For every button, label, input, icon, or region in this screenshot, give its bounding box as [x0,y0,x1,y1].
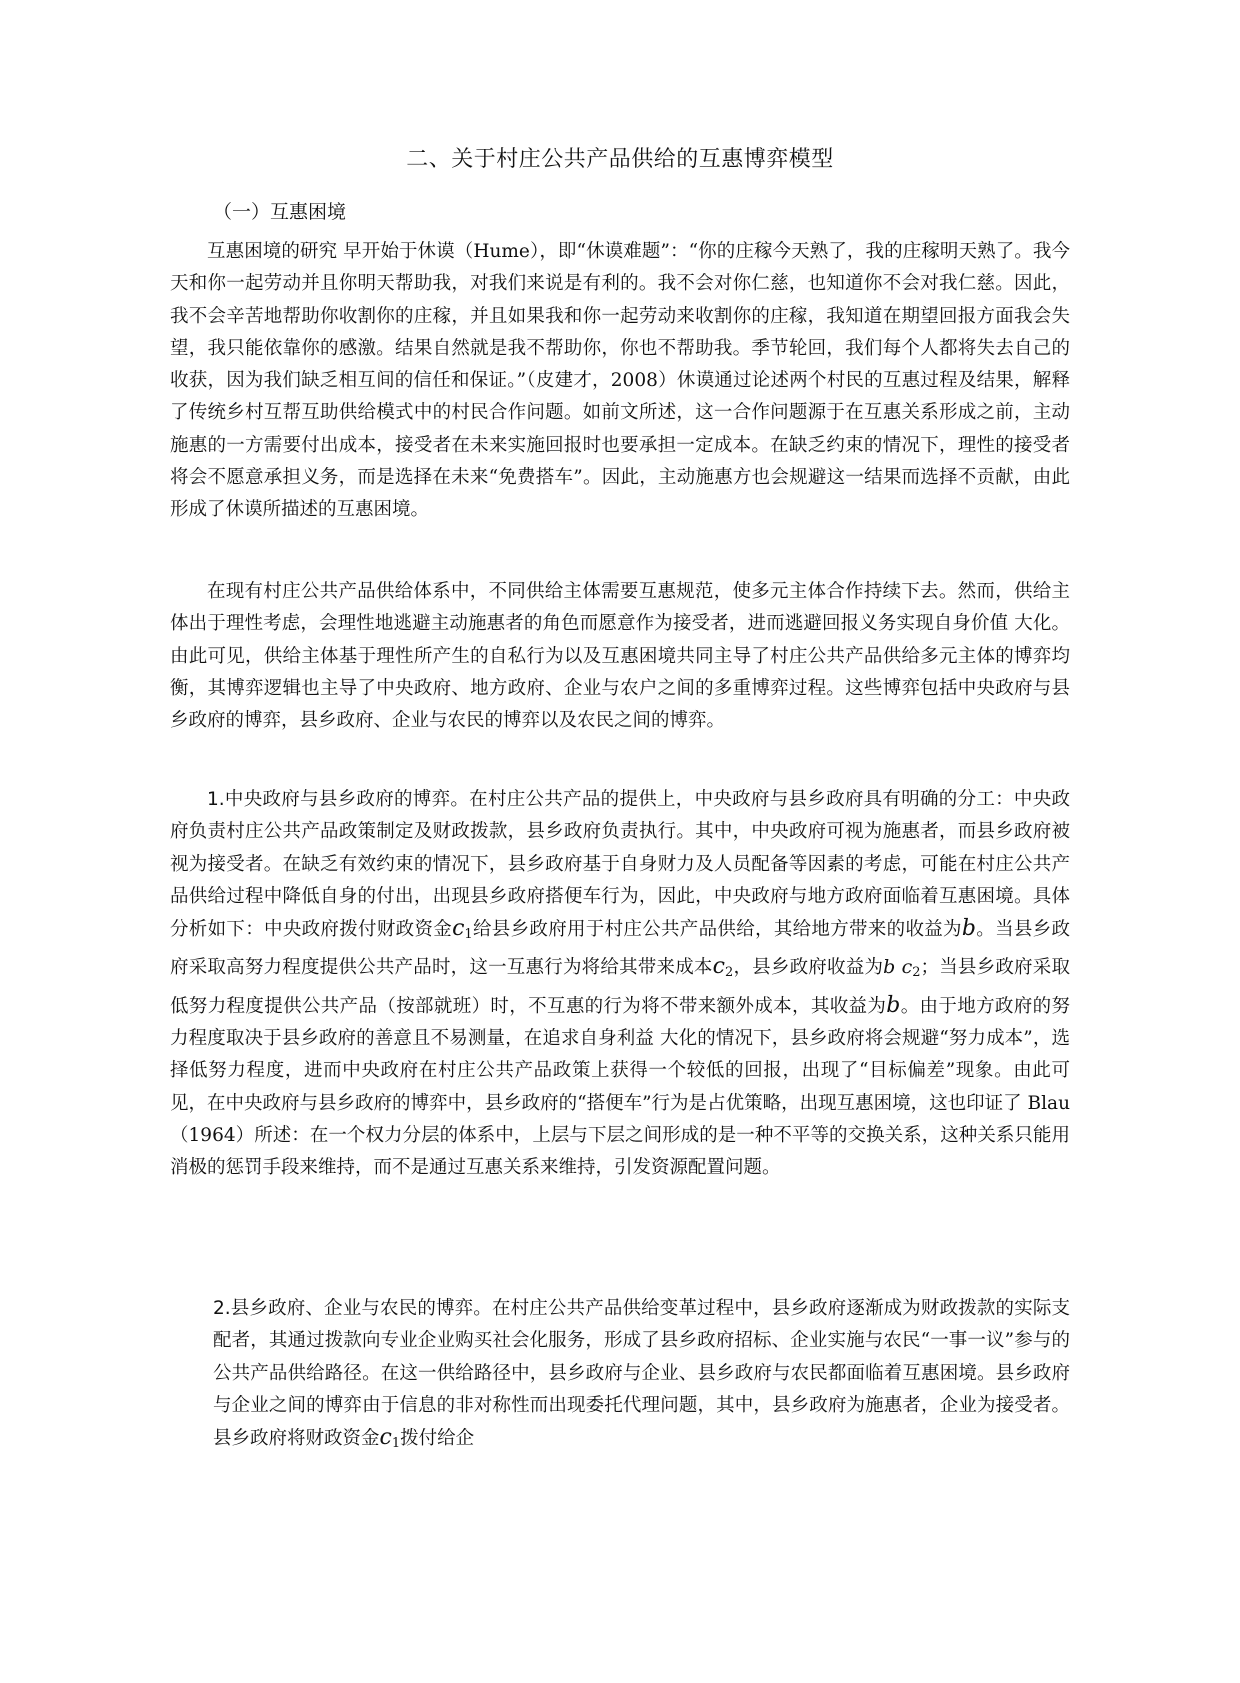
subsection-heading-1: 1.中央政府与县乡政府的博弈。 [207,789,470,810]
text-segment: 。当县乡政府采取高努力程度提供公共产品时，这一互惠行为将给其带来成本 [170,919,1070,979]
paragraph-hume-dilemma: 互惠困境的研究 早开始于休谟（Hume），即“休谟难题”：“你的庄稼今天熟了，我的庄稼明天熟了。我今天和你一起劳动并且你明天帮助我，对我们来说是有利的。我不会对你仁慈，也知道你不会对我仁慈。因此，我不会辛苦地帮助你收割你的庄稼，并且如果我和你一起劳动来收割你的庄稼，我知道在期望回报方面我会失望，我只能依靠你的感激。结果自然就是我不帮助你，你也不帮助我。季节轮回，我们每个人都将失去自己的收获，因为我们缺乏相互间的信任和保证。”（皮建才，2008）休谟通过论述两个村民的互惠过程及结果，解释了传统乡村互帮互助供给模式中的村民合作问题。如前文所述，这一合作问题源于在互惠关系形成之前，主动施惠的一方需要付出成本，接受者在未来实施回报时也要承担一定成本。在缺乏约束的情况下，理性的接受者将会不愿意承担义务，而是选择在未来“免费搭车”。因此，主动施惠方也会规避这一结果而选择不贡献，由此形成了休谟所描述的互惠困境。 [170,241,1070,521]
math-c1: c1 [379,1425,401,1452]
text-segment: 在村庄公共产品的提供上，中央政府与县乡政府具有明确的分工：中央政府负责村庄公共产品政策制定及财政拨款，县乡政府负责执行。其中，中央政府可视为施惠者，而县乡政府被视为接受者。在缺乏有效约束的情况下，县乡政府基于自身财力及人员配备等因素的考虑，可能在村庄公共产品供给过程中降低自身的付出，出现县乡政府搭便车行为，因此，中央政府与地方政府面临着互惠困境。具体分析如下：中央政府拨付财政资金 [170,789,1070,941]
math-b: b [886,992,901,1018]
text-segment: 。由于地方政府的努力程度取决于县乡政府的善意且不易测量，在追求自身利益 大化的情况下，县乡政府将会规避“努力成本”，选择低努力程度，进而中央政府在村庄公共产品政策上获得一个较低的回报，出现了“目标偏差”现象。由此可见，在中央政府与县乡政府的博弈中，县乡政府的“搭便车”行为是占优策略，出现互惠困境，这也印证了 Blau（1964）所述：在一个权力分层的体系中，上层与下层之间形成的是一种不平等的交换关系，这种关系只能用消极的惩罚手段来维持，而不是通过互惠关系来维持，引发资源配置问题。 [170,995,1070,1179]
subsection-heading-2: 2.县乡政府、企业与农民的博弈。 [213,1298,492,1319]
paragraph-central-local-game [170,784,1070,1185]
section-heading: （一）互惠困境 [213,201,347,223]
text-segment: 拨付给企 [400,1428,475,1450]
math-c2: c2 [712,954,734,981]
text-segment: ，县乡政府收益为 [733,957,884,979]
math-b: b [961,916,976,942]
text-segment: ；当县乡政府采取低努力程度提供公共产品（按部就班）时，不互惠的行为将不带来额外成本，其收益为 [170,957,1070,1017]
text-segment: 给县乡政府用于村庄公共产品供给，其给地方带来的收益为 [472,919,962,941]
math-b-minus-c2: b c2 [883,956,921,981]
text-segment: 在村庄公共产品供给变革过程中，县乡政府逐渐成为财政拨款的实际支配者，其通过拨款向专业企业购买社会化服务，形成了县乡政府招标、企业实施与农民“一事一议”参与的公共产品供给路径。在这一供给路径中，县乡政府与企业、县乡政府与农民都面临着互惠困境。县乡政府与企业之间的博弈由于信息的非对称性而出现委托代理问题，其中，县乡政府为施惠者，企业为接受者。县乡政府将财政资金 [213,1298,1070,1450]
paragraph-county-enterprise-farmer-game [213,1293,1070,1460]
math-c1: c1 [452,916,473,943]
paragraph-supply-system: 在现有村庄公共产品供给体系中，不同供给主体需要互惠规范，使多元主体合作持续下去。然而，供给主体出于理性考虑，会理性地逃避主动施惠者的角色而愿意作为接受者，进而逃避回报义务实现自身价值 大化。由此可见，供给主体基于理性所产生的自私行为以及互惠困境共同主导了村庄公共产品供给多元主体的博弈均衡，其博弈逻辑也主导了中央政府、地方政府、企业与农户之间的多重博弈过程。这些博弈包括中央政府与县乡政府的博弈，县乡政府、企业与农民的博弈以及农民之间的博弈。 [170,581,1070,732]
page-title: 二、关于村庄公共产品供给的互惠博弈模型 [406,147,834,172]
